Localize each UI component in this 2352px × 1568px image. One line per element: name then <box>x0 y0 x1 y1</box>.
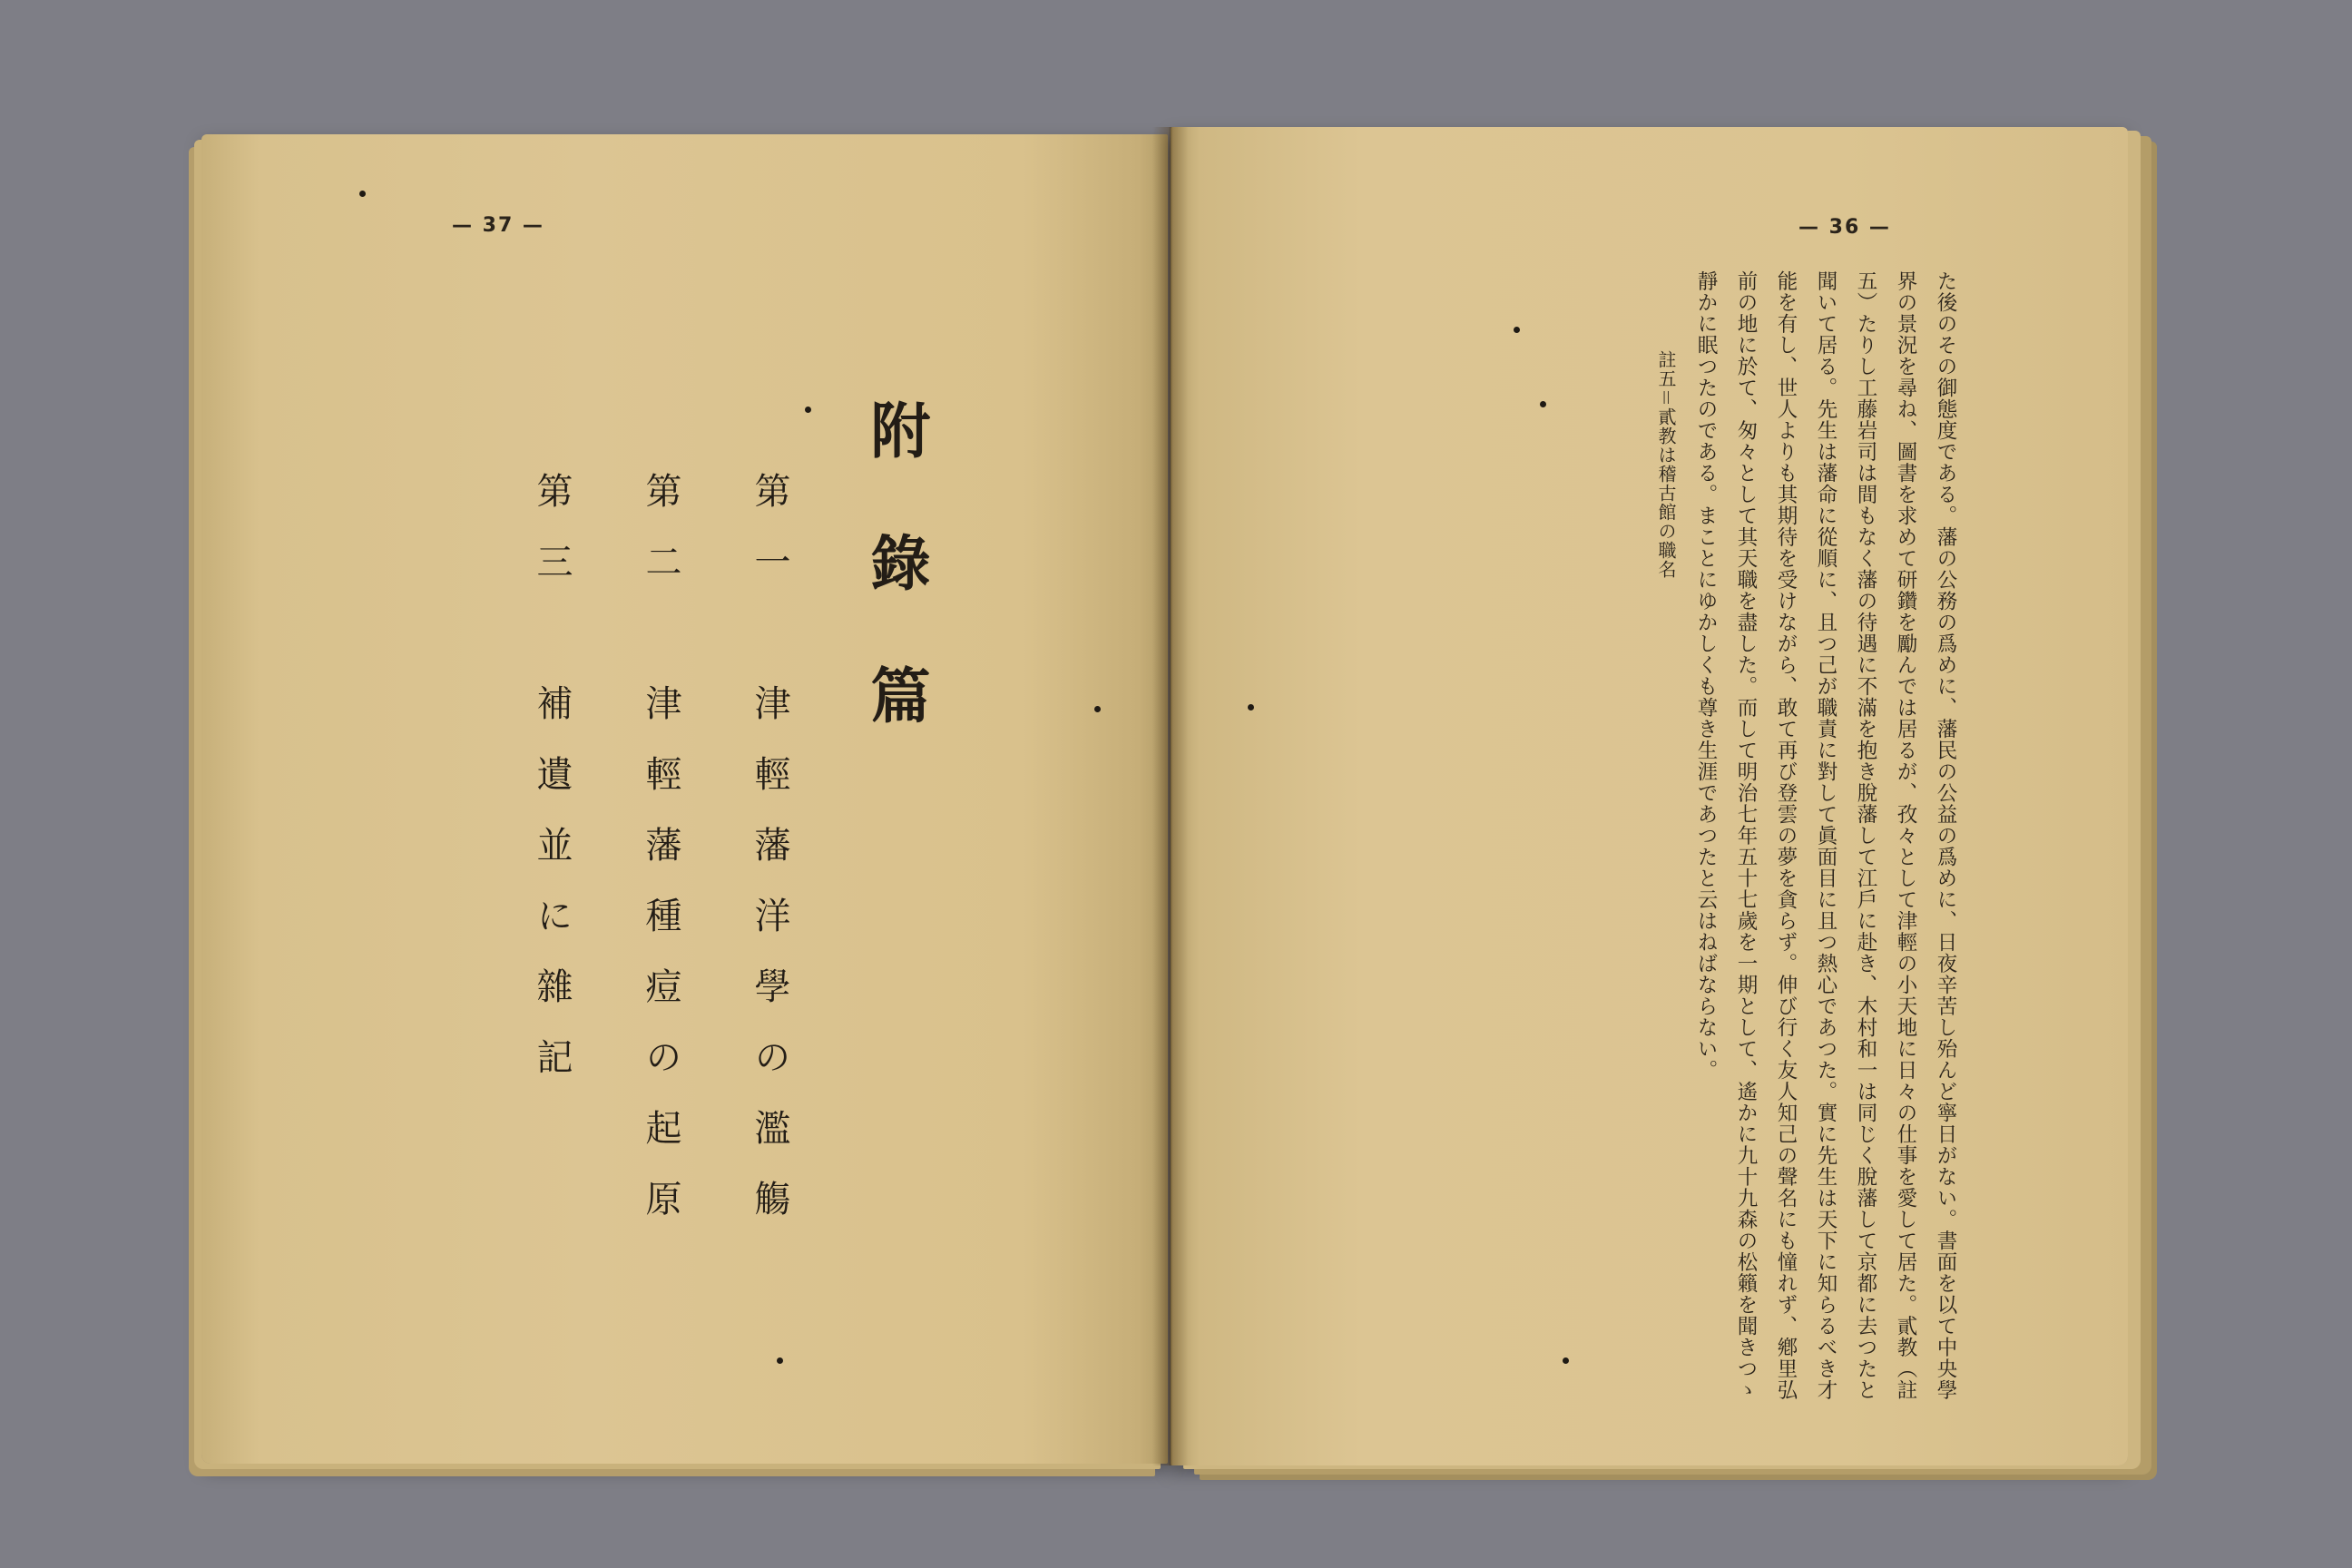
paper-speck <box>1563 1357 1569 1364</box>
page-number-right: — 36 — <box>1798 216 1891 239</box>
right-page <box>1171 127 2128 1465</box>
paper-speck <box>1094 706 1101 712</box>
text-column: 五）たりし工藤岩司は間もなく藩の待遇に不滿を抱き脫藩して江戶に赴き、木村和一は同じく脫藩して京都に去つたと <box>1854 270 1877 1401</box>
page-number-left: — 37 — <box>452 214 544 237</box>
contents-item-2: 第二 津輕藩種痘の起原 <box>640 472 681 1250</box>
body-text <box>1688 270 1960 1401</box>
contents-item-1: 第一 津輕藩洋學の濫觴 <box>749 472 790 1250</box>
text-column: た後のその御態度である。藩の公務の爲めに、藩民の公益の爲めに、日夜辛苦し殆んど寧日がない。書面を以て中央學 <box>1934 270 1957 1401</box>
book-gutter <box>1152 127 1189 1465</box>
paper-speck <box>777 1357 783 1364</box>
contents-item-3: 第三 補遺並に雜記 <box>531 472 573 1109</box>
paper-speck <box>359 191 366 197</box>
paper-speck <box>1540 401 1546 407</box>
footnote: 註五＝貳教は稽古館の職名 <box>1655 350 1677 579</box>
text-column: 界の景況を尋ね、圖書を求めて研鑽を勵んでは居るが、孜々として津輕の小天地に日々の仕事を愛して居た。貳教（註 <box>1894 270 1917 1401</box>
appendix-title: 附錄篇 <box>860 399 931 797</box>
text-column: 能を有し、世人よりも其期待を受けながら、敢て再び登雲の夢を貪らず。伸び行く友人知己の聲名にも憧れず、鄕里弘 <box>1774 270 1798 1401</box>
paper-speck <box>805 407 811 413</box>
paper-speck <box>1248 704 1254 710</box>
text-column: 聞いて居る。先生は藩命に從順に、且つ己が職責に對して眞面目に且つ熱心であつた。實に先生は天下に知らるべき才 <box>1814 270 1838 1401</box>
paper-speck <box>1514 327 1520 333</box>
text-column: 前の地に於て、匆々として其天職を盡した。而して明治七年五十七歲を一期として、遙かに九十九森の松籟を聞きつゝ <box>1734 270 1758 1401</box>
text-column: 靜かに眠つたのである。まことにゆかしくも尊き生涯であつたと云はねばならない。 <box>1694 270 1718 1081</box>
